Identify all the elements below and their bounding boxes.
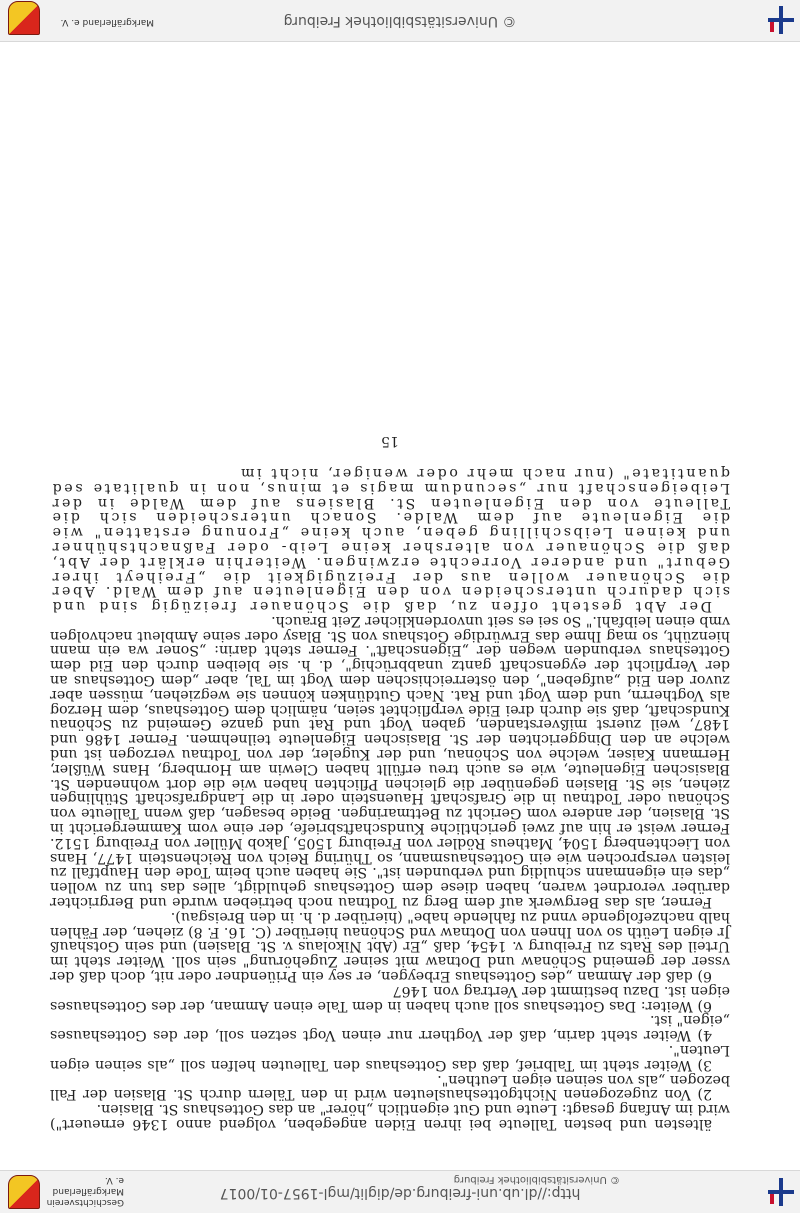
paragraph-1: ältesten und besten Talleute bei ihren Eiden angegeben, volgend anno 1346 erneuert") wird im Anfang gesagt: Leute und Gut eigentlich „hörer" an das Gotteshaus St. Blasien.	[50, 1101, 730, 1132]
footer-copyright: © Universitätsbibliothek Freiburg	[283, 13, 517, 29]
paragraph-3: 3) Weiter steht im Talbrief, daß das Gotteshaus den Talleuten helfen soll „als seinen eigen Leuten".	[50, 1042, 730, 1073]
paragraph-5: 6) Weiter: Das Gotteshaus soll auch haben in dem Tale einen Amman, der des Gotteshauses eigen ist. Dazu bestimmt der Vertrag von 1467	[50, 982, 730, 1014]
paragraph-8: Der Abt gesteht offen zu, daß die Schönauer freizügig sind und sich dadurch unterscheiden von den Eigenleuten auf dem Wald. Aber die Schönauer wollen aus der Freizügigkeit die „Freiheyt ihrer Geburt" und anderer Vorrechte erzwingen. Weiterhin erklärt der Abt, daß die Schönauer von altersher keine Leib- oder Faßnachtshühner und keinen Leibschilling geben, auch keine „Fronung erstatten" wie die Eigenleute auf dem Walde. Sonach unterscheiden sich die Talleute von den Eigenleuten St. Blasiens auf dem Walde in der Leibeigenschaft nur „secundum magis et minus, non in qualitate sed quantitate" (nur nach mehr oder weniger, nicht im	[50, 464, 730, 615]
paragraph-6: 6) daß der Amman „des Gotteshaus Erbeygen, er sey ein Priüendner oder nit, doch daß der vsser der gemeind Schönaw und Dotnaw mit seiner Zugehörung" sein soll. Weiter steht im Urteil des Rats zu Freiburg v. 1454, daß „Er (Abt Nikolaus v. St. Blasien) und sein Gotshauß Jr eigen Leüth so von Ihnen von Dotnaw vnd Schönau hierüber (C. 16. F. 8) ziehen, der Fählen halb nachzefolgende vnnd zu fahlende habe" (hierüber d. h. in den Breisgau).	[50, 908, 730, 985]
paragraph-4: 4) Weiter steht darin, daß der Vogtherr nur einen Vogt setzen soll, der des Gotteshauses „eigen" ist.	[50, 1012, 730, 1044]
footer-society-label: Markgräflerland e. V.	[60, 17, 154, 27]
header-copyright: © Universitätsbibliothek Freiburg	[453, 1174, 620, 1185]
header-bar	[0, 1170, 800, 1213]
page-number: 15	[381, 433, 399, 450]
paragraph-7: Ferner, als das Bergwerk auf dem Berg zu Todtnau noch betrieben wurde und Bergrichter darüber verordnet waren, haben diese dem Gotteshaus gehuldigt, alles das tun zu wollen „das ein eigenmann schuldig und verbunden ist". Sie haben auch beim Tode den Hauptfall zu leisten versprochen wie ein Gotteshausmann, so Thüring Reich von Reichenstein 1477, Hans von Liechtenberg 1504, Matheus Rödler von Freiburg 1505, Jakob Müller von Freiburg 1512. Ferner weist er hin auf zwei gerichtliche Kundschaftsbriefe, der eine vom Kammergericht in St. Blasien, der andere vom Gericht zu Bettmaringen. Beide besagen, daß wenn Talleute von Schönau oder Todtnau in die Grafschaft Hauenstein oder in die Landgrafschaft Stühlingen ziehen, sie St. Blasien gegenüber die gleichen Pflichten haben wie die dort wohnenden St. Blasischen Eigenleute, wie es auch treu erfüllt haben Clewin am Hornberg, Hans Wüßler, Hermann Kaiser, welche von Schönau, und der Kugeler, der von Todtnau verzogen ist und welche an den Dinggerichten der St. Blasischen Eigenleute teilnehmen. Ferner 1486 und 1487, weil zuerst mißverstanden, gaben Vogt und Rat und ganze Gemeind zu Schönau Kundschaft, daß sie durch drei Eide verpflichtet seien, nämlich dem Gotteshaus, dem Herzog als Vogtherrn, und dem Vogt und Rat. Nach Gutdünken können sie wegziehen, müssen aber zuvor den Eid „aufgeben", den österreichischen dem Vogt im Tal, aber „dem Gotteshaus an der Verpflicht der eygenschaft gantz unabbrüchig", d. h. sie bleiben durch den Eid dem Gotteshaus verbunden wegen der „Eigenschaft". Ferner steht darin: „Soner wa ein mann hienzüht, so mag Ihme das Erwürdige Gotshaus von St. Blasy oder seine Ambleut nachvolgen vmb einen leibfahl." So sei es seit unvordenklicher Zeit Brauch.	[50, 612, 730, 911]
coat-of-arms-icon[interactable]	[8, 1175, 40, 1209]
ub-freiburg-logo-icon[interactable]	[768, 6, 794, 34]
document-body	[50, 433, 730, 1131]
society-label: Geschichtsverein Markgräflerland e. V.	[46, 1175, 124, 1207]
ub-freiburg-logo-icon[interactable]	[768, 1178, 794, 1206]
paragraph-2: 2) Von zugezogenen Nichtgotteshausleuten wird in den Tälern durch St. Blasien der Fall bezogen „als von seinen eigen Leuthen".	[50, 1071, 730, 1103]
footer-coat-of-arms-icon[interactable]	[8, 1, 40, 35]
footer-bar	[0, 0, 800, 42]
document-url[interactable]: http://dl.ub.uni-freiburg.de/diglit/mgl-1957-01/0017	[219, 1185, 581, 1201]
